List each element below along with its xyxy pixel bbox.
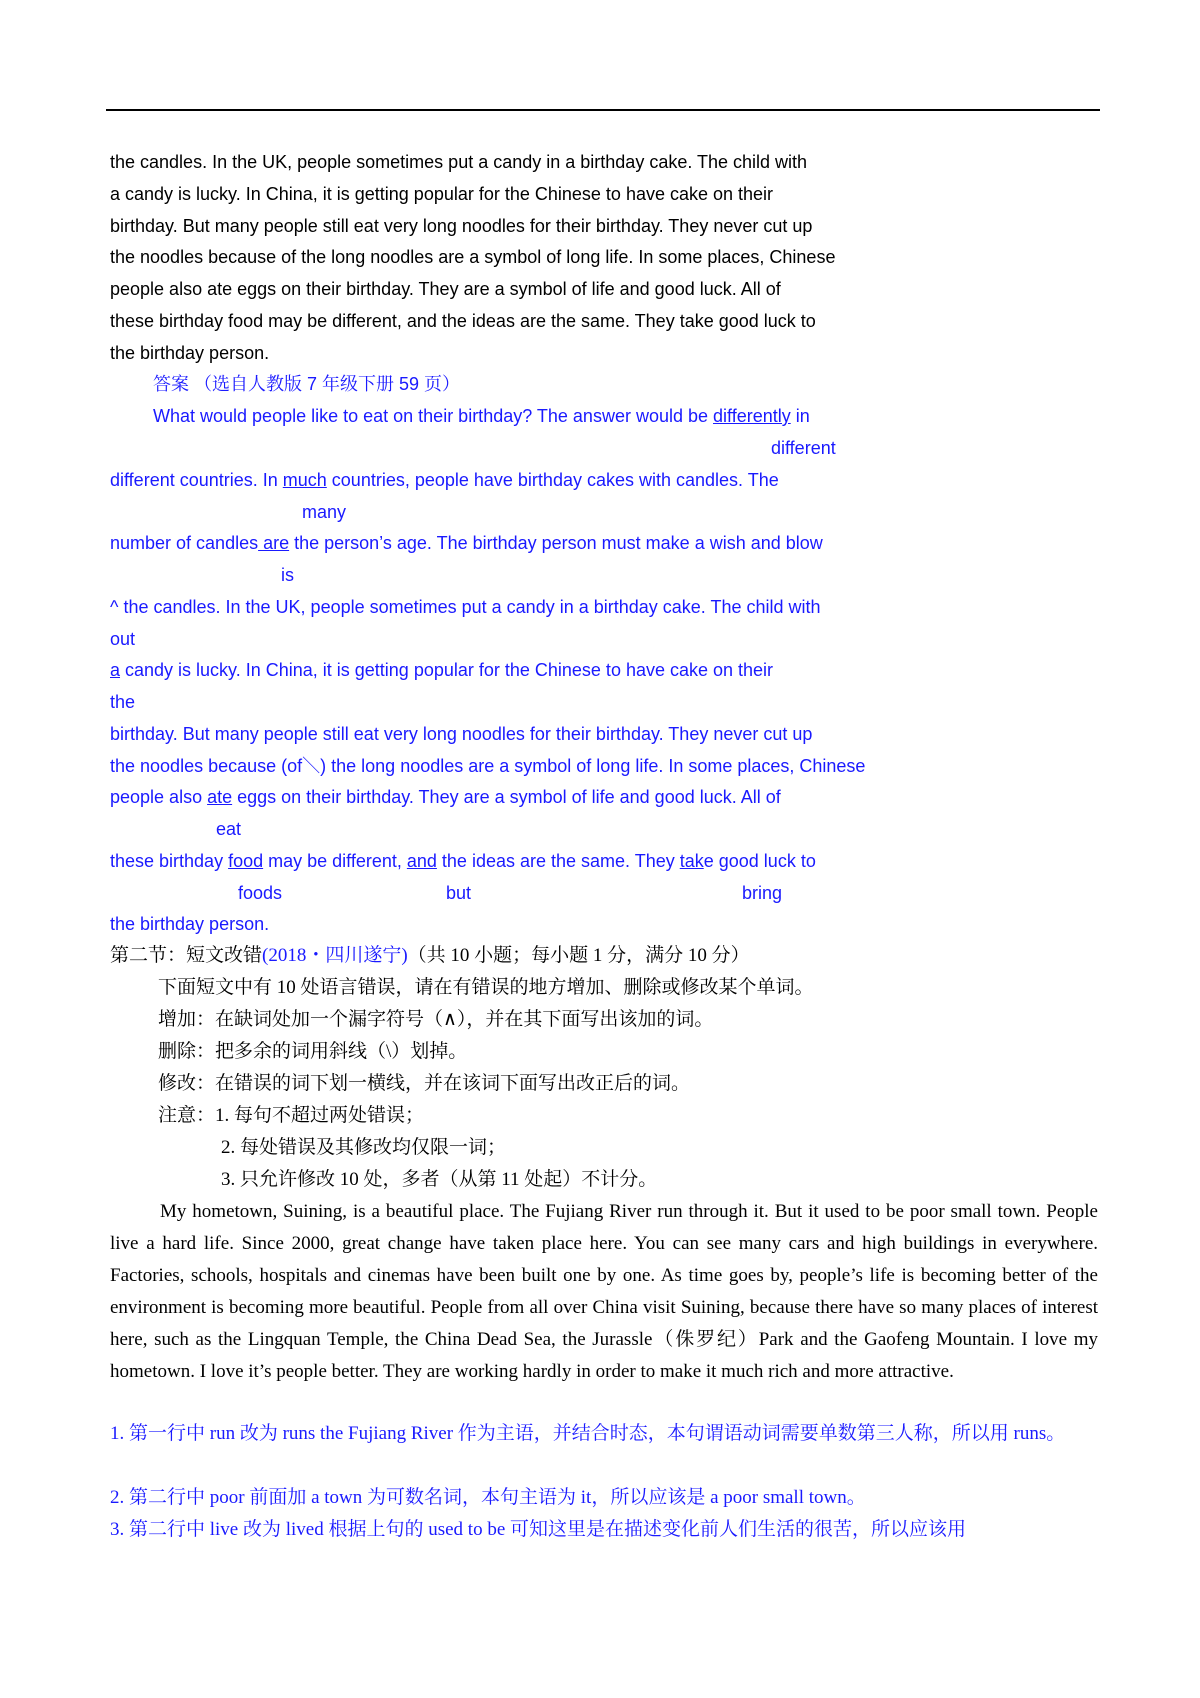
- text-line: people also ate eggs on their birthday. They are a symbol of life and good luck. All of: [110, 279, 781, 299]
- text-line: a candy is lucky. In China, it is getting popular for the Chinese to have cake on their: [110, 184, 774, 204]
- correction-word: different: [771, 438, 836, 458]
- answer-line: the birthday person.: [110, 914, 270, 934]
- error-word: much: [282, 470, 327, 490]
- answer-line: What would people like to eat on their birthday? The answer would be differently in: [153, 406, 810, 426]
- instruction-line: 2. 每处错误及其修改均仅限一词；: [221, 1137, 507, 1158]
- answer-line: a candy is lucky. In China, it is getting popular for the Chinese to have cake on their: [110, 660, 774, 680]
- instruction-line: 增加：在缺词处加一个漏字符号（∧），并在其下面写出该加的词。: [158, 1009, 714, 1030]
- error-word: differently: [713, 406, 791, 426]
- answer-line: number of candles are the person’s age. The birthday person must make a wish and blow: [110, 533, 823, 553]
- correction-word: the: [110, 692, 136, 712]
- correction-word: out: [110, 629, 136, 649]
- instruction-line: 注意：1. 每句不超过两处错误；: [158, 1105, 425, 1126]
- answer-line: ^ the candles. In the UK, people sometimes put a candy in a birthday cake. The child with: [110, 597, 821, 617]
- text-line: these birthday food may be different, and the ideas are the same. They take good luck to: [110, 311, 816, 331]
- correction-word: is: [281, 565, 294, 585]
- error-word: a: [110, 660, 121, 680]
- correction-word: foods: [238, 883, 283, 903]
- instruction-line: 删除：把多余的词用斜线（\）划掉。: [158, 1041, 468, 1062]
- answer-line: the noodles because (of＼) the long noodles are a symbol of long life. In some places, Chinese: [110, 756, 866, 776]
- instruction-line: 修改：在错误的词下划一横线，并在该词下面写出改正后的词。: [158, 1073, 691, 1094]
- error-word: and: [406, 851, 437, 871]
- text-line: birthday. But many people still eat very long noodles for their birthday. They never cut up: [110, 216, 813, 236]
- source-tag: (2018・四川遂宁): [262, 945, 408, 966]
- answer-line: people also ate eggs on their birthday. They are a symbol of life and good luck. All of: [110, 787, 781, 807]
- section-title: 第二节：短文改错(2018・四川遂宁)（共 10 小题；每小题 1 分，满分 10 分）: [110, 945, 750, 966]
- instruction-line: 3. 只允许修改 10 处，多者（从第 11 处起）不计分。: [221, 1169, 658, 1190]
- header-rule: [106, 109, 1100, 111]
- answer-heading: 答案 （选自人教版 7 年级下册 59 页）: [153, 374, 461, 394]
- passage-paragraph: My hometown, Suining, is a beautiful place. The Fujiang River run through it. But it used to be poor small town. People live a hard life. Since 2000, great change have taken place here. You can see many cars and high buildings in everywhere. Factories, schools, hospitals and cinemas have been built one by one. As time goes by, people’s life is becoming better of the environment is becoming more beautiful. People from all over China visit Suining, because there have so many places of interest here, such as the Lingquan Temple, the China Dead Sea, the Jurassle（侏罗纪）Park and the Gaofeng Mountain. I love my hometown. I love it’s people better. They are working hardly in order to make it much rich and more attractive.: [110, 1201, 1098, 1382]
- explanation-item: 3. 第二行中 live 改为 lived 根据上句的 used to be 可知这里是在描述变化前人们生活的很苦，所以应该用: [110, 1519, 967, 1540]
- correction-word: many: [302, 502, 347, 522]
- text-line: the candles. In the UK, people sometimes put a candy in a birthday cake. The child with: [110, 152, 808, 172]
- answer-line: birthday. But many people still eat very long noodles for their birthday. They never cut up: [110, 724, 813, 744]
- answer-line: these birthday food may be different, and the ideas are the same. They take good luck to: [110, 851, 816, 871]
- text-line: the noodles because of the long noodles are a symbol of long life. In some places, Chinese: [110, 247, 836, 267]
- correction-word: eat: [216, 819, 242, 839]
- error-word: tak: [679, 851, 704, 871]
- explanation-item: 1. 第一行中 run 改为 runs the Fujiang River 作为主语，并结合时态，本句谓语动词需要单数第三人称，所以用 runs。: [110, 1423, 1066, 1444]
- answer-line: different countries. In much countries, people have birthday cakes with candles. The: [110, 470, 779, 490]
- correction-word: but: [446, 883, 472, 903]
- error-word: are: [258, 533, 290, 553]
- instruction-line: 下面短文中有 10 处语言错误，请在有错误的地方增加、删除或修改某个单词。: [158, 977, 814, 998]
- error-word: food: [228, 851, 264, 871]
- explanation-item: 2. 第二行中 poor 前面加 a town 为可数名词，本句主语为 it，所以应该是 a poor small town。: [110, 1487, 866, 1508]
- error-word: ate: [207, 787, 233, 807]
- text-line: the birthday person.: [110, 343, 270, 363]
- correction-word: bring: [742, 883, 783, 903]
